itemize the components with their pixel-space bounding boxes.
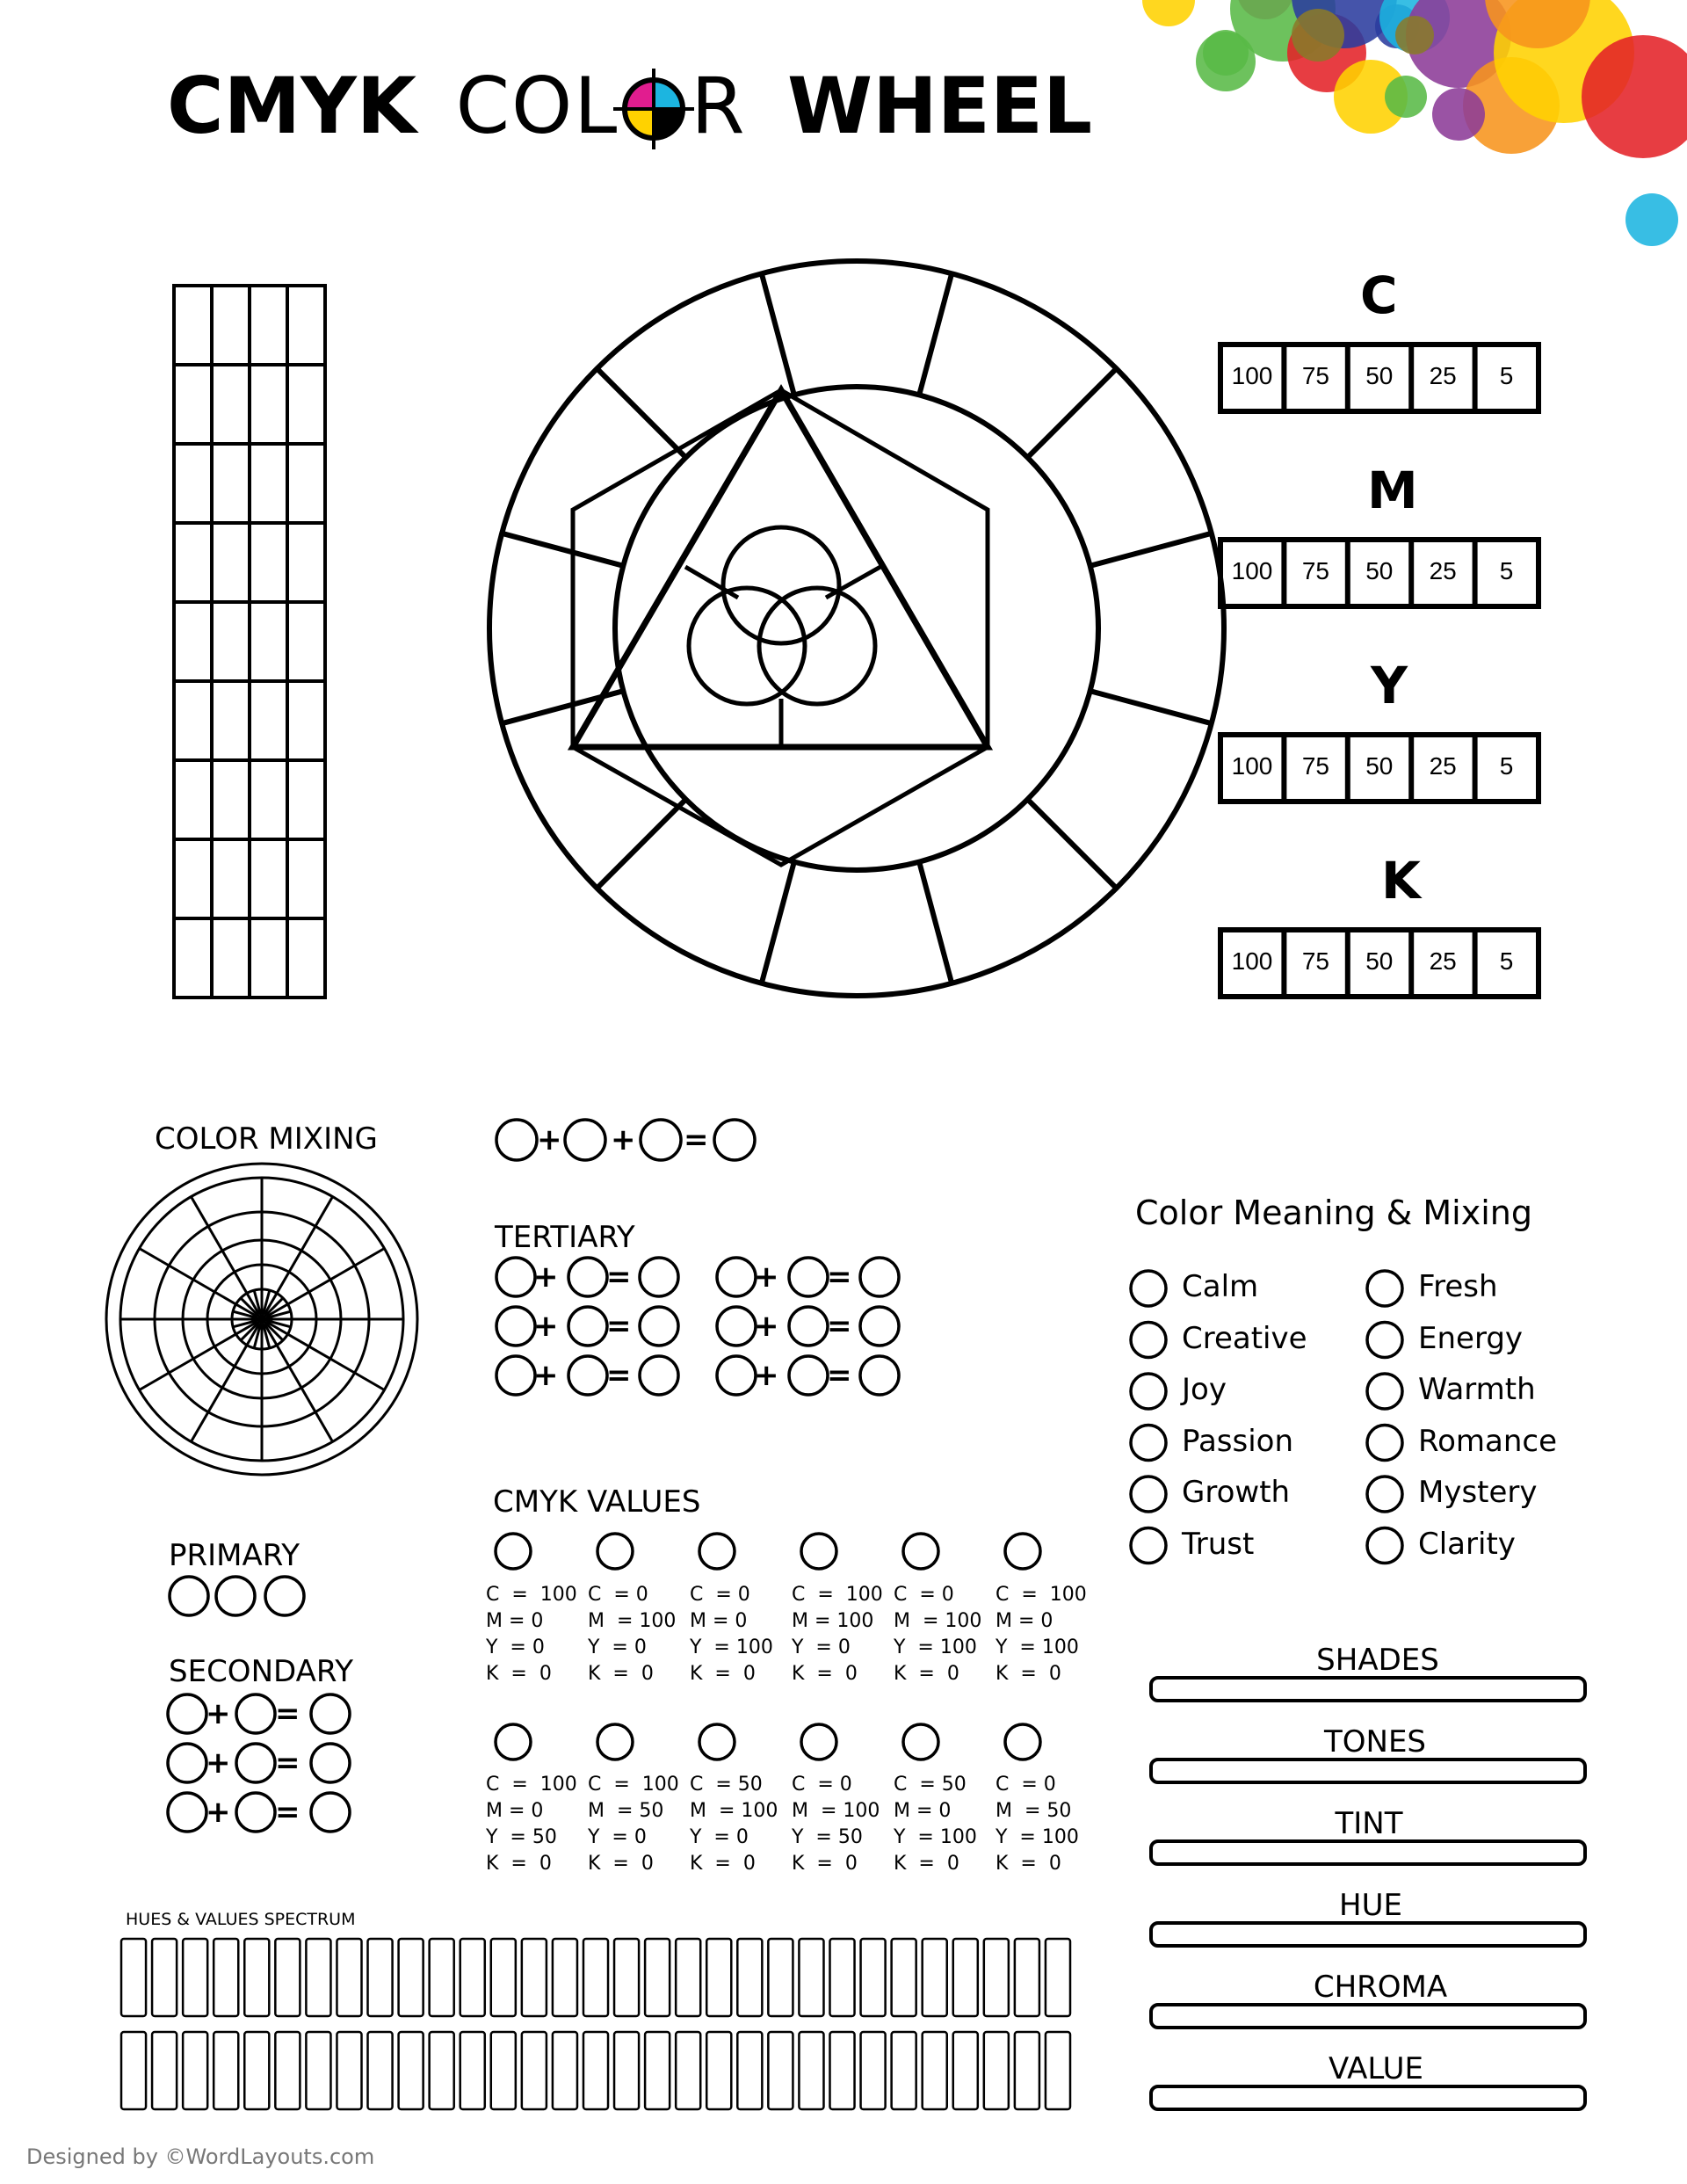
mixing-circle[interactable] [714, 1120, 755, 1160]
bubble [1432, 88, 1485, 141]
bar-field-tones[interactable] [1151, 1760, 1585, 1782]
cmyk-value-m: M = 0 [996, 1610, 1053, 1632]
spectrum-cell[interactable] [829, 1939, 854, 2016]
bar-label-tint: TINT [1335, 1806, 1403, 1841]
symbol-plus: + [537, 1122, 562, 1157]
cmyk-value-m: M = 0 [894, 1800, 952, 1822]
cmyk-value-c: C = 0 [996, 1774, 1056, 1796]
symbol-equals: = [275, 1745, 300, 1781]
cmyk-value-k: K = 0 [588, 1663, 654, 1685]
title-wheel: WHEEL [787, 61, 1093, 151]
cmyk-value-circle[interactable] [699, 1534, 735, 1569]
spectrum-cell[interactable] [553, 2032, 577, 2109]
meaning-label: Calm [1182, 1269, 1259, 1304]
spectrum-cell[interactable] [1046, 2032, 1070, 2109]
spectrum-cell[interactable] [768, 1939, 793, 2016]
bar-field-tint[interactable] [1151, 1841, 1585, 1864]
meaning-checkbox[interactable] [1367, 1323, 1402, 1358]
cmyk-value-k: K = 0 [690, 1663, 756, 1685]
swatch-grid[interactable] [174, 286, 325, 998]
spectrum-cell[interactable] [183, 2032, 207, 2109]
spectrum-cell[interactable] [399, 2032, 424, 2109]
symbol-plus: + [533, 1309, 559, 1344]
cmyk-value-circle[interactable] [801, 1534, 836, 1569]
spectrum-cell[interactable] [430, 2032, 454, 2109]
symbol-plus: + [611, 1122, 636, 1157]
cmyk-value-m: M = 0 [486, 1800, 544, 1822]
primary-heading: PRIMARY [169, 1538, 300, 1573]
color-mixing-heading: COLOR MIXING [155, 1121, 378, 1157]
spectrum-cell[interactable] [676, 2032, 700, 2109]
spectrum-cell[interactable] [1015, 2032, 1039, 2109]
cmyk-value-y: Y = 50 [792, 1826, 863, 1848]
scale-cell[interactable]: 5 [1499, 947, 1514, 975]
tertiary-circle[interactable] [496, 1307, 535, 1346]
spectrum-cell[interactable] [183, 1939, 207, 2016]
tertiary-circle[interactable] [640, 1307, 678, 1346]
tertiary-circle[interactable] [860, 1258, 899, 1296]
mixing-wheel[interactable] [106, 1164, 417, 1475]
scale-letter-m: M [1367, 461, 1418, 520]
cmyk-value-c: C = 100 [486, 1584, 577, 1606]
symbol-plus: + [754, 1358, 779, 1393]
spectrum-cell[interactable] [892, 1939, 916, 2016]
symbol-equals: = [606, 1259, 632, 1295]
bubble [1385, 76, 1427, 118]
mixing-circle[interactable] [641, 1120, 681, 1160]
meaning-checkbox[interactable] [1367, 1271, 1402, 1306]
spectrum-cell[interactable] [892, 2032, 916, 2109]
cmyk-value-circle[interactable] [496, 1534, 531, 1569]
cmyk-value-circle[interactable] [699, 1724, 735, 1760]
scale-cell[interactable]: 100 [1231, 557, 1273, 584]
spectrum-cell[interactable] [829, 2032, 854, 2109]
cmyk-value-k: K = 0 [792, 1853, 858, 1875]
scale-cell[interactable]: 75 [1301, 752, 1329, 780]
scale-letter-c: C [1360, 265, 1398, 325]
bubble [1395, 16, 1434, 54]
spectrum-cell[interactable] [923, 2032, 947, 2109]
cmyk-value-y: Y = 0 [690, 1826, 749, 1848]
primary-circle[interactable] [216, 1577, 255, 1615]
cmyk-value-circle[interactable] [1005, 1534, 1040, 1569]
spectrum-cell[interactable] [1015, 1939, 1039, 2016]
cmyk-value-m: M = 0 [486, 1610, 544, 1632]
secondary-circle[interactable] [236, 1694, 275, 1733]
scale-cell[interactable]: 25 [1429, 557, 1457, 584]
tertiary-circle[interactable] [640, 1356, 678, 1395]
symbol-equals: = [827, 1358, 852, 1393]
spectrum-cell[interactable] [491, 2032, 516, 2109]
tertiary-circle[interactable] [568, 1356, 607, 1395]
meaning-label: Warmth [1418, 1372, 1536, 1407]
cmyk-value-circle[interactable] [903, 1724, 938, 1760]
title-color-b: R [691, 61, 747, 151]
spectrum-heading: HUES & VALUES SPECTRUM [126, 1910, 356, 1929]
scale-cell[interactable]: 100 [1231, 362, 1273, 389]
meaning-label: Energy [1418, 1320, 1524, 1356]
cmyk-values-heading: CMYK VALUES [493, 1484, 701, 1520]
spectrum-cell[interactable] [737, 2032, 762, 2109]
bubble [1292, 9, 1344, 62]
mixing-circle[interactable] [565, 1120, 605, 1160]
spectrum-cell[interactable] [491, 1939, 516, 2016]
title-color-a: COL [455, 61, 619, 151]
spectrum-cell[interactable] [337, 2032, 361, 2109]
bar-field-chroma[interactable] [1151, 2005, 1585, 2028]
cmyk-value-y: Y = 0 [486, 1636, 545, 1658]
symbol-plus: + [533, 1259, 559, 1295]
tertiary-heading: TERTIARY [495, 1220, 635, 1255]
meaning-label: Trust [1182, 1526, 1255, 1562]
scale-letter-y: Y [1371, 656, 1408, 715]
spectrum-cell[interactable] [214, 1939, 238, 2016]
scale-cell[interactable]: 50 [1365, 947, 1394, 975]
cmyk-value-circle[interactable] [1005, 1724, 1040, 1760]
hues-values-spectrum[interactable] [121, 1939, 1070, 2109]
secondary-circle[interactable] [168, 1694, 206, 1733]
meaning-label: Romance [1418, 1423, 1558, 1459]
spectrum-cell[interactable] [152, 1939, 177, 2016]
cmyk-value-c: C = 0 [894, 1584, 954, 1606]
main-color-wheel[interactable] [489, 249, 1224, 996]
cmyk-value-circle[interactable] [597, 1534, 633, 1569]
bar-field-shades[interactable] [1151, 1678, 1585, 1701]
meaning-checkbox[interactable] [1367, 1528, 1402, 1564]
scale-cell[interactable]: 5 [1499, 362, 1514, 389]
spectrum-cell[interactable] [337, 1939, 361, 2016]
tertiary-circle[interactable] [789, 1307, 828, 1346]
tertiary-circle[interactable] [789, 1356, 828, 1395]
symbol-equals: = [275, 1696, 300, 1731]
page-title [167, 61, 1093, 151]
spectrum-cell[interactable] [984, 1939, 1009, 2016]
spectrum-cell[interactable] [645, 1939, 670, 2016]
spectrum-cell[interactable] [614, 1939, 639, 2016]
cmyk-value-k: K = 0 [486, 1853, 552, 1875]
cmyk-value-y: Y = 0 [588, 1636, 647, 1658]
scale-cell[interactable]: 50 [1365, 557, 1394, 584]
spectrum-cell[interactable] [861, 2032, 886, 2109]
tertiary-circle[interactable] [789, 1258, 828, 1296]
symbol-equals: = [606, 1309, 632, 1344]
bar-label-hue: HUE [1339, 1888, 1402, 1923]
cmyk-value-y: Y = 0 [792, 1636, 851, 1658]
cmyk-value-c: C = 100 [792, 1584, 883, 1606]
scale-cell[interactable]: 5 [1499, 557, 1514, 584]
secondary-circle[interactable] [311, 1694, 350, 1733]
symbol-equals: = [827, 1309, 852, 1344]
scale-cell[interactable]: 5 [1499, 752, 1514, 780]
cmyk-value-y: Y = 100 [894, 1636, 977, 1658]
symbol-equals: = [275, 1795, 300, 1830]
spectrum-cell[interactable] [460, 2032, 485, 2109]
cmyk-value-m: M = 50 [588, 1800, 664, 1822]
cmyk-value-c: C = 0 [690, 1584, 750, 1606]
symbol-plus: + [754, 1309, 779, 1344]
meaning-checkbox[interactable] [1367, 1426, 1402, 1461]
spectrum-cell[interactable] [676, 1939, 700, 2016]
secondary-circle[interactable] [311, 1793, 350, 1832]
symbol-equals: = [684, 1122, 709, 1157]
spectrum-cell[interactable] [614, 2032, 639, 2109]
cmyk-value-k: K = 0 [588, 1853, 654, 1875]
cmyk-value-k: K = 0 [486, 1663, 552, 1685]
meaning-checkbox[interactable] [1131, 1323, 1166, 1358]
bubble [1142, 0, 1195, 26]
spectrum-cell[interactable] [768, 2032, 793, 2109]
cmyk-value-y: Y = 100 [690, 1636, 773, 1658]
spectrum-cell[interactable] [645, 2032, 670, 2109]
spectrum-cell[interactable] [706, 2032, 731, 2109]
scale-letter-k: K [1381, 851, 1421, 911]
tertiary-circle[interactable] [717, 1356, 756, 1395]
scale-cell[interactable]: 25 [1429, 947, 1457, 975]
spectrum-cell[interactable] [244, 1939, 269, 2016]
meaning-label: Mystery [1418, 1475, 1538, 1510]
spectrum-cell[interactable] [368, 1939, 393, 2016]
cmyk-value-m: M = 0 [690, 1610, 748, 1632]
secondary-circle[interactable] [236, 1744, 275, 1782]
secondary-circle[interactable] [168, 1793, 206, 1832]
symbol-plus: + [206, 1745, 231, 1781]
meaning-checkbox[interactable] [1131, 1477, 1166, 1512]
footer-credit: Designed by ©WordLayouts.com [26, 2144, 375, 2169]
bar-label-value: VALUE [1329, 2051, 1423, 2086]
spectrum-cell[interactable] [923, 1939, 947, 2016]
cmyk-value-c: C = 0 [588, 1584, 648, 1606]
cmyk-value-m: M = 100 [588, 1610, 677, 1632]
scale-cell[interactable]: 100 [1231, 947, 1273, 975]
cmyk-value-y: Y = 100 [996, 1826, 1079, 1848]
bar-field-value[interactable] [1151, 2086, 1585, 2109]
scale-cell[interactable]: 75 [1301, 362, 1329, 389]
spectrum-cell[interactable] [583, 1939, 608, 2016]
cmyk-value-circle[interactable] [801, 1724, 836, 1760]
spectrum-cell[interactable] [399, 1939, 424, 2016]
meaning-checkbox[interactable] [1131, 1426, 1166, 1461]
spectrum-cell[interactable] [522, 2032, 547, 2109]
spectrum-cell[interactable] [706, 1939, 731, 2016]
spectrum-cell[interactable] [368, 2032, 393, 2109]
cmyk-value-y: Y = 100 [996, 1636, 1079, 1658]
tertiary-circle[interactable] [860, 1356, 899, 1395]
cmyk-value-c: C = 100 [996, 1584, 1087, 1606]
cmyk-value-y: Y = 0 [588, 1826, 647, 1848]
spectrum-cell[interactable] [121, 1939, 146, 2016]
cmyk-value-m: M = 50 [996, 1800, 1072, 1822]
symbol-plus: + [206, 1795, 231, 1830]
spectrum-cell[interactable] [275, 1939, 300, 2016]
spectrum-cell[interactable] [121, 2032, 146, 2109]
symbol-equals: = [827, 1259, 852, 1295]
cmyk-value-k: K = 0 [996, 1663, 1061, 1685]
secondary-circle[interactable] [311, 1744, 350, 1782]
meaning-label: Growth [1182, 1475, 1291, 1510]
spectrum-cell[interactable] [430, 1939, 454, 2016]
spectrum-cell[interactable] [306, 2032, 330, 2109]
scale-cell[interactable]: 50 [1365, 752, 1394, 780]
cmyk-value-c: C = 0 [792, 1774, 852, 1796]
cmyk-value-k: K = 0 [996, 1853, 1061, 1875]
bubble [1196, 32, 1256, 91]
secondary-heading: SECONDARY [169, 1654, 354, 1689]
spectrum-cell[interactable] [799, 2032, 823, 2109]
decorative-bubbles [1142, 0, 1687, 246]
cmyk-value-circle[interactable] [903, 1534, 938, 1569]
tertiary-circle[interactable] [717, 1258, 756, 1296]
title-cmyk: CMYK [167, 61, 417, 151]
meaning-label: Clarity [1418, 1526, 1516, 1562]
bar-field-hue[interactable] [1151, 1923, 1585, 1946]
primary-circle[interactable] [170, 1577, 208, 1615]
cmyk-value-k: K = 0 [690, 1853, 756, 1875]
cmyk-value-k: K = 0 [894, 1853, 959, 1875]
cmyk-value-c: C = 100 [588, 1774, 679, 1796]
meaning-checkbox[interactable] [1131, 1374, 1166, 1409]
meaning-checkbox[interactable] [1131, 1528, 1166, 1564]
symbol-plus: + [533, 1358, 559, 1393]
cmyk-value-c: C = 50 [894, 1774, 967, 1796]
cmyk-value-y: Y = 50 [486, 1826, 557, 1848]
spectrum-cell[interactable] [306, 1939, 330, 2016]
symbol-plus: + [754, 1259, 779, 1295]
meaning-checkbox[interactable] [1131, 1271, 1166, 1306]
scale-cell[interactable]: 100 [1231, 752, 1273, 780]
cmyk-value-m: M = 100 [792, 1610, 874, 1632]
tertiary-circle[interactable] [640, 1258, 678, 1296]
spectrum-cell[interactable] [522, 1939, 547, 2016]
scale-cell[interactable]: 50 [1365, 362, 1394, 389]
symbol-plus: + [206, 1696, 231, 1731]
meaning-label: Creative [1182, 1320, 1307, 1356]
scale-cell[interactable]: 25 [1429, 362, 1457, 389]
meaning-checkbox[interactable] [1367, 1374, 1402, 1409]
tertiary-circle[interactable] [860, 1307, 899, 1346]
spectrum-cell[interactable] [460, 1939, 485, 2016]
tertiary-circle[interactable] [496, 1356, 535, 1395]
primary-circle[interactable] [265, 1577, 304, 1615]
tertiary-circle[interactable] [717, 1307, 756, 1346]
spectrum-cell[interactable] [737, 1939, 762, 2016]
color-meaning-heading: Color Meaning & Mixing [1135, 1194, 1532, 1232]
cmyk-value-c: C = 100 [486, 1774, 577, 1796]
bar-label-shades: SHADES [1316, 1643, 1439, 1678]
cmyk-value-m: M = 100 [690, 1800, 778, 1822]
bubble [1625, 193, 1678, 246]
cmyk-value-circle[interactable] [597, 1724, 633, 1760]
spectrum-cell[interactable] [984, 2032, 1009, 2109]
scale-cell[interactable]: 25 [1429, 752, 1457, 780]
spectrum-cell[interactable] [244, 2032, 269, 2109]
secondary-circle[interactable] [236, 1793, 275, 1832]
spectrum-cell[interactable] [1046, 1939, 1070, 2016]
spectrum-cell[interactable] [583, 2032, 608, 2109]
cmyk-value-k: K = 0 [894, 1663, 959, 1685]
spectrum-cell[interactable] [799, 1939, 823, 2016]
spectrum-cell[interactable] [214, 2032, 238, 2109]
spectrum-cell[interactable] [152, 2032, 177, 2109]
meaning-label: Passion [1182, 1423, 1294, 1459]
cmyk-value-k: K = 0 [792, 1663, 858, 1685]
tertiary-circle[interactable] [568, 1258, 607, 1296]
cmyk-value-circle[interactable] [496, 1724, 531, 1760]
bar-label-chroma: CHROMA [1313, 1970, 1448, 2005]
symbol-equals: = [606, 1358, 632, 1393]
meaning-checkbox[interactable] [1367, 1477, 1402, 1512]
cmyk-value-m: M = 100 [894, 1610, 982, 1632]
secondary-circle[interactable] [168, 1744, 206, 1782]
scale-cell[interactable]: 75 [1301, 947, 1329, 975]
cmyk-value-c: C = 50 [690, 1774, 763, 1796]
spectrum-cell[interactable] [861, 1939, 886, 2016]
meaning-label: Fresh [1418, 1269, 1498, 1304]
bar-label-tones: TONES [1323, 1724, 1427, 1760]
inner-shapes[interactable] [573, 390, 988, 865]
spectrum-cell[interactable] [953, 2032, 978, 2109]
scale-cell[interactable]: 75 [1301, 557, 1329, 584]
spectrum-cell[interactable] [553, 1939, 577, 2016]
tertiary-circle[interactable] [568, 1307, 607, 1346]
spectrum-cell[interactable] [275, 2032, 300, 2109]
tertiary-circle[interactable] [496, 1258, 535, 1296]
spectrum-cell[interactable] [953, 1939, 978, 2016]
meaning-label: Joy [1182, 1372, 1227, 1407]
mixing-circle[interactable] [496, 1120, 537, 1160]
cmyk-value-y: Y = 100 [894, 1826, 977, 1848]
cmyk-value-m: M = 100 [792, 1800, 880, 1822]
